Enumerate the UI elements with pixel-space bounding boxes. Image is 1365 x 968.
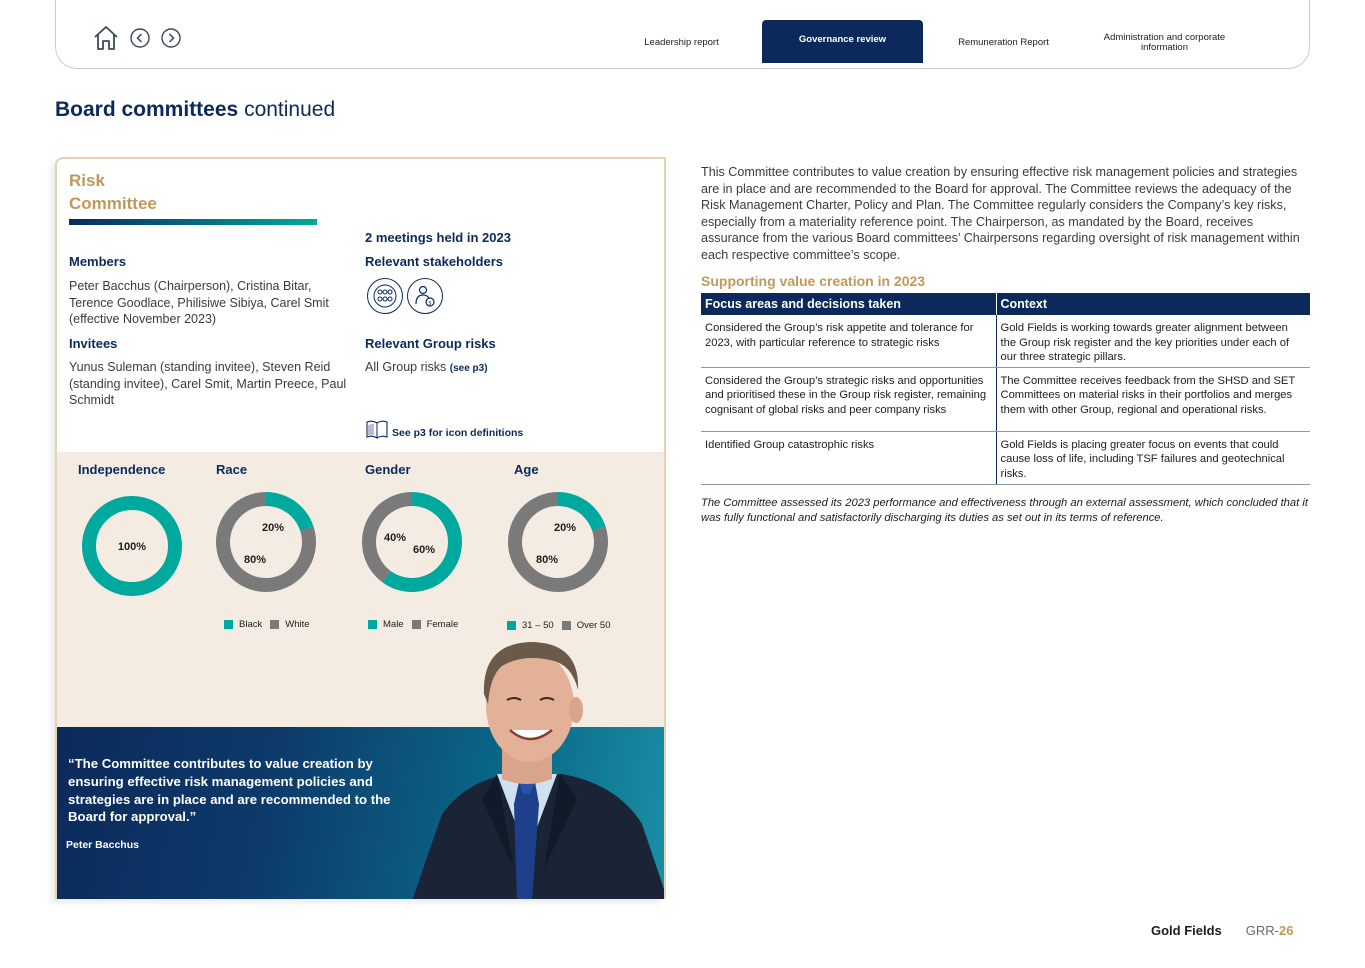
assessment-note: The Committee assessed its 2023 performance and effectiveness through an external assessment, which concluded that it was fully functional and satisfactorily discharging its duties as set out in its terms of reference. xyxy=(701,497,1308,524)
header-focus-areas: Focus areas and decisions taken xyxy=(701,293,996,315)
invitees-text: Yunus Suleman (standing invitee), Steven Reid (standing invitee), Carel Smit, Martin Preece, Paul Schmidt xyxy=(69,360,347,407)
tab-governance-review[interactable]: Governance review xyxy=(762,20,923,65)
chair-quote: “The Committee contributes to value creation by ensuring effective risk management policies and strategies are in place and are recommended to the Board for approval.” xyxy=(68,756,391,825)
stakeholders-label: Relevant stakeholders xyxy=(365,254,504,269)
chart-title-race: Race xyxy=(216,462,248,477)
members-label: Members xyxy=(69,254,127,269)
legend-label-white: White xyxy=(285,619,310,630)
legend-race xyxy=(224,619,310,630)
page-prefix: GRR- xyxy=(1245,923,1280,938)
page-title-bold: Board committees xyxy=(55,98,239,121)
tab-remuneration-report[interactable]: Remuneration Report xyxy=(958,36,1049,48)
members-text: Peter Bacchus (Chairperson), Cristina Bitar, Terence Goodlace, Philisiwe Sibiya, Carel Smit (effective November 2023) xyxy=(69,279,329,326)
context-cell: Gold Fields is placing greater focus on events that could cause loss of life, including TSF failures and geotechnical risks. xyxy=(996,431,1310,484)
focus-cell: Identified Group catastrophic risks xyxy=(701,431,996,484)
icon-definitions-note[interactable] xyxy=(365,419,523,439)
table-row xyxy=(701,431,1310,484)
back-arrow-icon[interactable] xyxy=(129,27,151,49)
page-number xyxy=(1246,923,1294,938)
invitees-label: Invitees xyxy=(69,336,118,351)
home-icon[interactable] xyxy=(92,24,120,52)
legend-label-31-50: 31 – 50 xyxy=(522,620,554,631)
legend-label-black: Black xyxy=(239,619,263,630)
donut-race xyxy=(215,491,317,593)
donut-data-label: 20% xyxy=(261,522,285,534)
focus-areas-table xyxy=(701,293,1310,485)
chart-title-age: Age xyxy=(514,462,539,477)
group-risks-text xyxy=(365,359,655,378)
donut-gender xyxy=(361,491,463,593)
group-risks-value: All Group risks xyxy=(365,360,447,374)
committee-intro: This Committee contributes to value creation by ensuring effective risk management policies and strategies are in place and are recommended to the Board for approval. The Committee reviews the adequacy of the Risk Management Charter, Policy and Plan. The Committee regularly considers the Company’s key risks, especially from a materiality reference point. The Chairperson, as mandated by the Board, receives assurance from the various Board committees’ Chairpersons regarding oversight of risk management within each respective committee’s scope. xyxy=(701,165,1300,262)
donut-data-label: 80% xyxy=(535,554,559,566)
chart-title-independence: Independence xyxy=(78,462,166,477)
focus-cell: Considered the Group’s risk appetite and tolerance for 2023, with particular reference to strategic risks xyxy=(701,315,996,367)
page-title xyxy=(55,98,335,122)
page-footer xyxy=(1151,923,1293,938)
header-context: Context xyxy=(996,293,1310,315)
book-icon xyxy=(365,419,389,439)
page-number-value: 26 xyxy=(1279,923,1294,938)
meetings-count: 2 meetings held in 2023 xyxy=(365,230,511,245)
group-risks-ref-link[interactable]: (see p3) xyxy=(449,363,488,374)
donut-data-label: 100% xyxy=(117,541,147,553)
tab-administration[interactable]: Administration and corporate information xyxy=(1103,31,1226,53)
supporting-value-heading: Supporting value creation in 2023 xyxy=(701,273,926,289)
donut-data-label: 40% xyxy=(383,532,407,544)
focus-cell: Considered the Group’s strategic risks and opportunities and prioritised these in the Group risk register, remaining cognisant of global risks and peer company risks xyxy=(701,367,996,431)
footer-brand: Gold Fields xyxy=(1151,923,1222,938)
stakeholder-icons xyxy=(367,278,443,314)
top-navigation xyxy=(55,0,1310,69)
context-cell: Gold Fields is working towards greater alignment between the Group risk register and the key priorities under each of our three strategic pillars. xyxy=(996,315,1310,367)
donut-data-label: 20% xyxy=(553,522,577,534)
group-risks-label: Relevant Group risks xyxy=(365,336,496,351)
svg-text:$: $ xyxy=(428,300,432,307)
donut-age xyxy=(507,491,609,593)
quote-author: Peter Bacchus xyxy=(66,839,139,851)
page-title-light: continued xyxy=(244,98,336,121)
committee-title-line2: Committee xyxy=(69,194,157,213)
legend-label-over-50: Over 50 xyxy=(576,620,611,631)
person-money-icon xyxy=(407,278,443,314)
chart-title-gender: Gender xyxy=(365,462,411,477)
chairperson-portrait xyxy=(402,624,666,899)
title-gradient-bar xyxy=(69,219,317,225)
donut-data-label: 80% xyxy=(243,554,267,566)
donut-independence xyxy=(81,495,183,597)
section-tabs xyxy=(601,20,1245,65)
forward-arrow-icon[interactable] xyxy=(160,27,182,49)
context-cell: The Committee receives feedback from the SHSD and SET Committees on material risks in their portfolios and merges them with other Group, regional and operational risks. xyxy=(996,367,1310,431)
committee-title xyxy=(69,169,157,215)
tab-leadership-report[interactable]: Leadership report xyxy=(644,36,719,48)
icon-definitions-text: See p3 for icon definitions xyxy=(392,427,524,439)
donut-data-label: 60% xyxy=(412,544,436,556)
legend-label-female: Female xyxy=(426,619,459,630)
people-group-icon xyxy=(367,278,403,314)
legend-label-male: Male xyxy=(383,619,404,630)
table-row xyxy=(701,315,1310,367)
legend-swatch-white xyxy=(270,620,279,629)
table-row xyxy=(701,367,1310,431)
legend-swatch-male xyxy=(368,620,377,629)
table-header-row xyxy=(701,293,1310,315)
risk-committee-card xyxy=(55,157,666,899)
nav-icon-group xyxy=(92,24,182,52)
legend-swatch-black xyxy=(224,620,233,629)
committee-title-line1: Risk xyxy=(69,171,105,190)
